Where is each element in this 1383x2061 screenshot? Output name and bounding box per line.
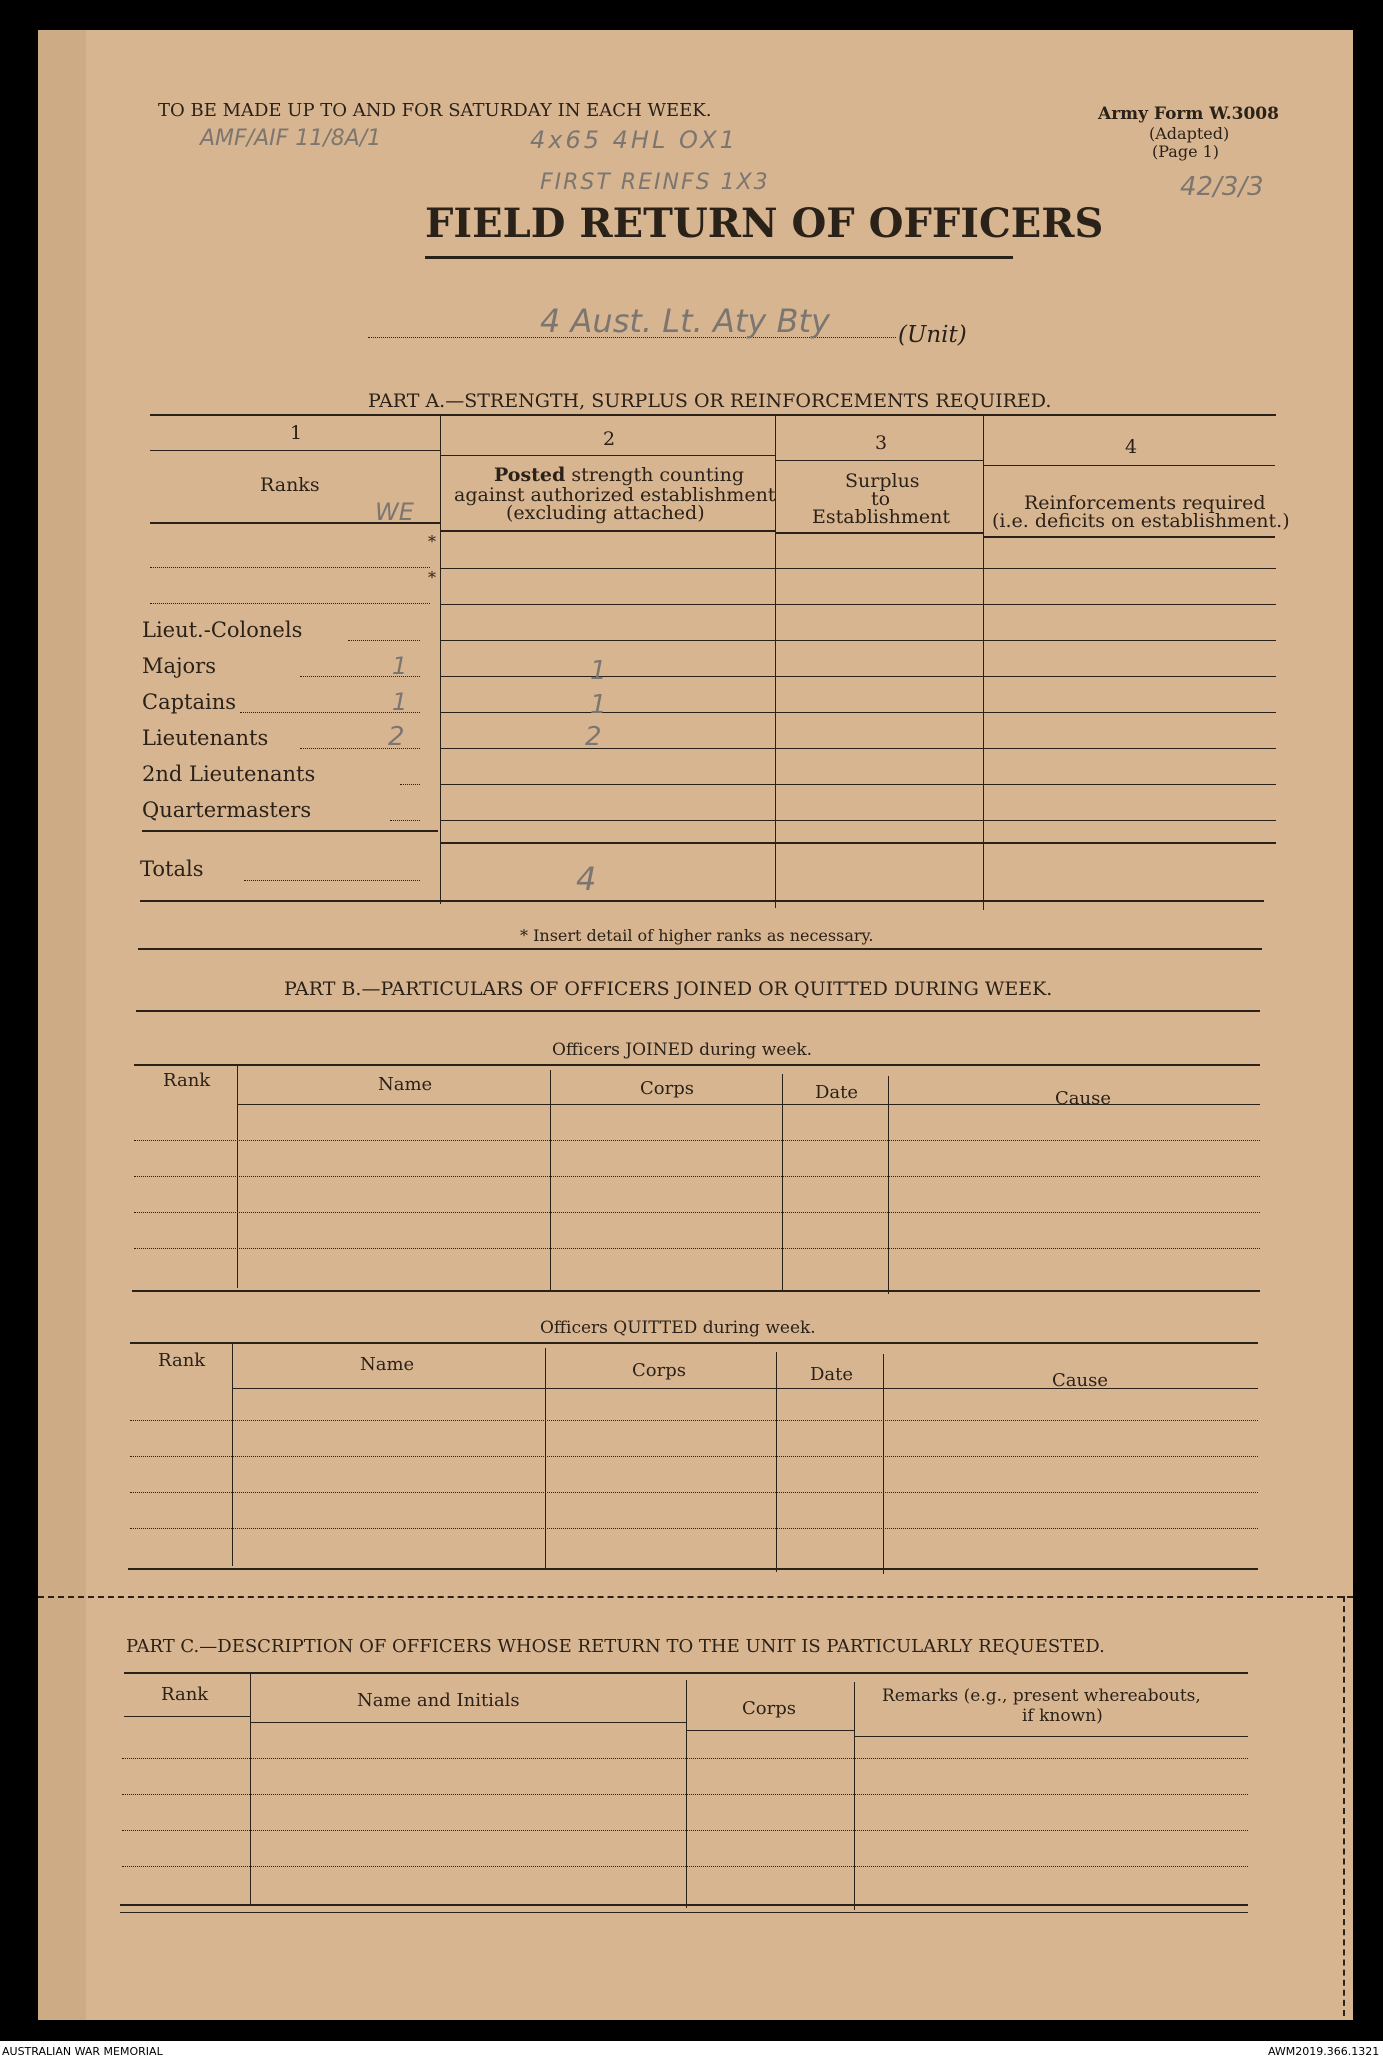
joined-row-rule-2 bbox=[134, 1176, 1260, 1177]
part-c-col-divider-3 bbox=[854, 1682, 855, 1910]
part-c-header-rule-corps bbox=[686, 1730, 854, 1731]
quitted-header-rule bbox=[232, 1388, 1258, 1389]
ranks-header: Ranks bbox=[260, 474, 320, 496]
row-rule-5 bbox=[440, 712, 1276, 713]
part-a-col-divider-1 bbox=[440, 416, 441, 904]
col-number-4: 4 bbox=[1125, 436, 1138, 458]
handwritten-captains-posted: 1 bbox=[590, 690, 607, 720]
tear-off-line bbox=[38, 1596, 1353, 1598]
part-c-row-rule-1 bbox=[122, 1758, 1248, 1759]
row-rule-1 bbox=[440, 568, 1276, 569]
higher-rank-line-1 bbox=[150, 567, 430, 568]
part-a-top-rule bbox=[150, 414, 1276, 416]
rank-label: Lieut.-Colonels bbox=[142, 618, 303, 642]
handwritten-captains-we: 1 bbox=[392, 688, 408, 716]
quitted-row-rule-1 bbox=[130, 1420, 1258, 1421]
unit-label: (Unit) bbox=[898, 322, 967, 348]
surplus-header-line3: Establishment bbox=[812, 506, 951, 528]
joined-row-rule-1 bbox=[134, 1140, 1260, 1141]
row-rule-3 bbox=[440, 640, 1276, 641]
handwritten-unit: 4 Aust. Lt. Aty Bty bbox=[540, 302, 830, 340]
handwritten-code: 4x65 4HL OX1 bbox=[530, 126, 738, 154]
leader-dots-lieut-colonels bbox=[348, 640, 420, 641]
rank-majors bbox=[142, 654, 216, 678]
footer-institution: AUSTRALIAN WAR MEMORIAL bbox=[2, 2045, 163, 2058]
posted-header-line3: (excluding attached) bbox=[506, 502, 705, 524]
reinforcements-header-line2: (i.e. deficits on establishment.) bbox=[992, 510, 1290, 532]
col-number-2: 2 bbox=[603, 428, 616, 450]
row-rule-4 bbox=[440, 676, 1276, 677]
header-bottom-col4 bbox=[983, 536, 1275, 538]
part-a-footnote-rule bbox=[138, 948, 1262, 950]
rank-captains bbox=[142, 690, 236, 714]
title-underline bbox=[425, 256, 1013, 259]
row-rule-6 bbox=[440, 748, 1276, 749]
part-c-header-rule-name bbox=[250, 1722, 686, 1723]
form-page: (Page 1) bbox=[1152, 142, 1220, 161]
leader-dots-totals bbox=[244, 880, 420, 881]
joined-col-date: Date bbox=[815, 1082, 859, 1103]
col-number-1: 1 bbox=[290, 422, 303, 444]
weekly-instruction: TO BE MADE UP TO AND FOR SATURDAY IN EACH WEEK. bbox=[158, 100, 712, 121]
joined-col-corps: Corps bbox=[640, 1078, 694, 1099]
paper-fold-edge bbox=[38, 30, 86, 2020]
handwritten-file-number: 42/3/3 bbox=[1180, 172, 1264, 202]
quitted-col-corps: Corps bbox=[632, 1360, 686, 1381]
reinforcements-header-line1: Reinforcements required bbox=[1024, 492, 1266, 514]
quitted-col-date: Date bbox=[810, 1364, 854, 1385]
col-number-3: 3 bbox=[875, 432, 888, 454]
footer-accession-number: AWM2019.366.1321 bbox=[1268, 2045, 1380, 2058]
header-rule-col4 bbox=[983, 465, 1275, 466]
handwritten-reference: AMF/AIF 11/8A/1 bbox=[200, 126, 382, 151]
joined-col-cause: Cause bbox=[1055, 1088, 1111, 1109]
leader-dots-2nd-lieutenants bbox=[400, 784, 420, 785]
quitted-col-rank: Rank bbox=[158, 1350, 206, 1371]
part-c-top-rule bbox=[124, 1672, 1248, 1674]
header-rule-col3 bbox=[775, 460, 983, 461]
part-c-row-rule-2 bbox=[122, 1794, 1248, 1795]
ranks-bottom-rule bbox=[142, 830, 438, 832]
part-c-col-remarks-line2: if known) bbox=[1022, 1706, 1103, 1726]
surplus-header-line2: to bbox=[871, 488, 891, 510]
totals-label: Totals bbox=[140, 857, 204, 881]
joined-col-divider-2 bbox=[550, 1070, 551, 1290]
surplus-header-line1: Surplus bbox=[845, 470, 920, 492]
quitted-col-divider-4 bbox=[883, 1354, 884, 1574]
rank-label: Majors bbox=[142, 654, 216, 678]
part-c-bottom-rule bbox=[120, 1904, 1248, 1906]
header-bottom-col1 bbox=[150, 522, 440, 524]
posted-header-bold: Posted bbox=[494, 464, 566, 486]
row-rule-8 bbox=[440, 820, 1276, 821]
part-c-bottom-rule-double bbox=[120, 1912, 1248, 1913]
archive-footer bbox=[0, 2041, 1383, 2061]
part-a-bottom-rule bbox=[140, 900, 1264, 902]
rank-lieut-colonels bbox=[142, 618, 302, 642]
part-c-col-name: Name and Initials bbox=[357, 1690, 520, 1711]
row-rule-7 bbox=[440, 784, 1276, 785]
part-c-row-rule-3 bbox=[122, 1830, 1248, 1831]
part-c-col-remarks-line1: Remarks (e.g., present whereabouts, bbox=[882, 1686, 1201, 1706]
quitted-top-rule bbox=[130, 1342, 1258, 1344]
quitted-col-cause: Cause bbox=[1052, 1370, 1108, 1391]
quitted-row-rule-2 bbox=[130, 1456, 1258, 1457]
rank-quartermasters bbox=[142, 798, 311, 822]
rank-lieutenants bbox=[142, 726, 268, 750]
quitted-col-divider-2 bbox=[545, 1348, 546, 1570]
joined-header-rule bbox=[237, 1104, 1260, 1105]
quitted-col-name: Name bbox=[360, 1354, 415, 1375]
part-a-footnote: * Insert detail of higher ranks as necessary. bbox=[520, 926, 874, 945]
leader-dots-quartermasters bbox=[390, 820, 420, 821]
header-bottom-col2 bbox=[440, 530, 775, 532]
part-b-title: PART B.—PARTICULARS OF OFFICERS JOINED OR QUITTED DURING WEEK. bbox=[284, 978, 1053, 1000]
part-c-row-rule-4 bbox=[122, 1866, 1248, 1867]
rank-label: 2nd Lieutenants bbox=[142, 762, 316, 786]
joined-col-name: Name bbox=[378, 1074, 433, 1095]
handwritten-majors-posted: 1 bbox=[590, 656, 607, 686]
posted-header-line2: against authorized establishment bbox=[454, 484, 776, 506]
rank-label: Quartermasters bbox=[142, 798, 312, 822]
joined-top-rule bbox=[134, 1064, 1260, 1066]
quitted-row-rule-4 bbox=[130, 1528, 1258, 1529]
asterisk-2: * bbox=[428, 568, 436, 587]
part-a-col-divider-3 bbox=[983, 416, 984, 910]
joined-bottom-rule bbox=[132, 1290, 1260, 1292]
totals-top-rule bbox=[440, 842, 1276, 844]
header-rule-col1 bbox=[150, 450, 440, 451]
quitted-bottom-rule bbox=[128, 1568, 1258, 1570]
handwritten-lieutenants-we: 2 bbox=[388, 722, 405, 752]
posted-header-line1 bbox=[494, 464, 744, 486]
rank-label: Captains bbox=[142, 690, 237, 714]
form-title: FIELD RETURN OF OFFICERS bbox=[425, 200, 1104, 247]
handwritten-totals-posted: 4 bbox=[576, 860, 597, 898]
joined-col-divider-3 bbox=[782, 1074, 783, 1292]
quitted-col-divider-1 bbox=[232, 1344, 233, 1566]
asterisk-1: * bbox=[428, 532, 436, 551]
quitted-row-rule-3 bbox=[130, 1492, 1258, 1493]
army-form-number: Army Form W.3008 bbox=[1098, 104, 1279, 124]
tear-off-line-vertical bbox=[1343, 1596, 1345, 2016]
header-bottom-col3 bbox=[775, 532, 983, 534]
posted-header-rest: strength counting bbox=[571, 464, 745, 486]
part-c-header-rule-remarks bbox=[854, 1736, 1248, 1737]
part-c-col-divider-1 bbox=[250, 1674, 251, 1904]
handwritten-lieutenants-posted: 2 bbox=[585, 722, 602, 752]
form-adapted: (Adapted) bbox=[1149, 124, 1230, 143]
part-c-col-rank: Rank bbox=[161, 1684, 209, 1705]
joined-row-rule-4 bbox=[134, 1248, 1260, 1249]
joined-col-rank: Rank bbox=[163, 1070, 211, 1091]
joined-col-divider-4 bbox=[888, 1076, 889, 1294]
quitted-title: Officers QUITTED during week. bbox=[540, 1318, 816, 1338]
part-c-header-rule-rank bbox=[124, 1716, 250, 1717]
part-b-title-rule bbox=[136, 1010, 1260, 1012]
handwritten-reinforcements-note: FIRST REINFS 1X3 bbox=[540, 170, 770, 195]
rank-label: Lieutenants bbox=[142, 726, 269, 750]
joined-title: Officers JOINED during week. bbox=[552, 1040, 813, 1060]
rank-2nd-lieutenants bbox=[142, 762, 315, 786]
part-c-col-corps: Corps bbox=[742, 1698, 796, 1719]
part-c-title: PART C.—DESCRIPTION OF OFFICERS WHOSE RETURN TO THE UNIT IS PARTICULARLY REQUESTED. bbox=[126, 1636, 1105, 1657]
quitted-col-divider-3 bbox=[776, 1352, 777, 1572]
part-a-title: PART A.—STRENGTH, SURPLUS OR REINFORCEMENTS REQUIRED. bbox=[368, 390, 1052, 412]
higher-rank-line-2 bbox=[150, 603, 430, 604]
handwritten-majors-we: 1 bbox=[392, 652, 408, 680]
joined-col-divider-1 bbox=[237, 1066, 238, 1288]
handwritten-we: WE bbox=[375, 498, 414, 526]
joined-row-rule-3 bbox=[134, 1212, 1260, 1213]
row-rule-2 bbox=[440, 604, 1276, 605]
header-rule-col2 bbox=[440, 455, 775, 456]
